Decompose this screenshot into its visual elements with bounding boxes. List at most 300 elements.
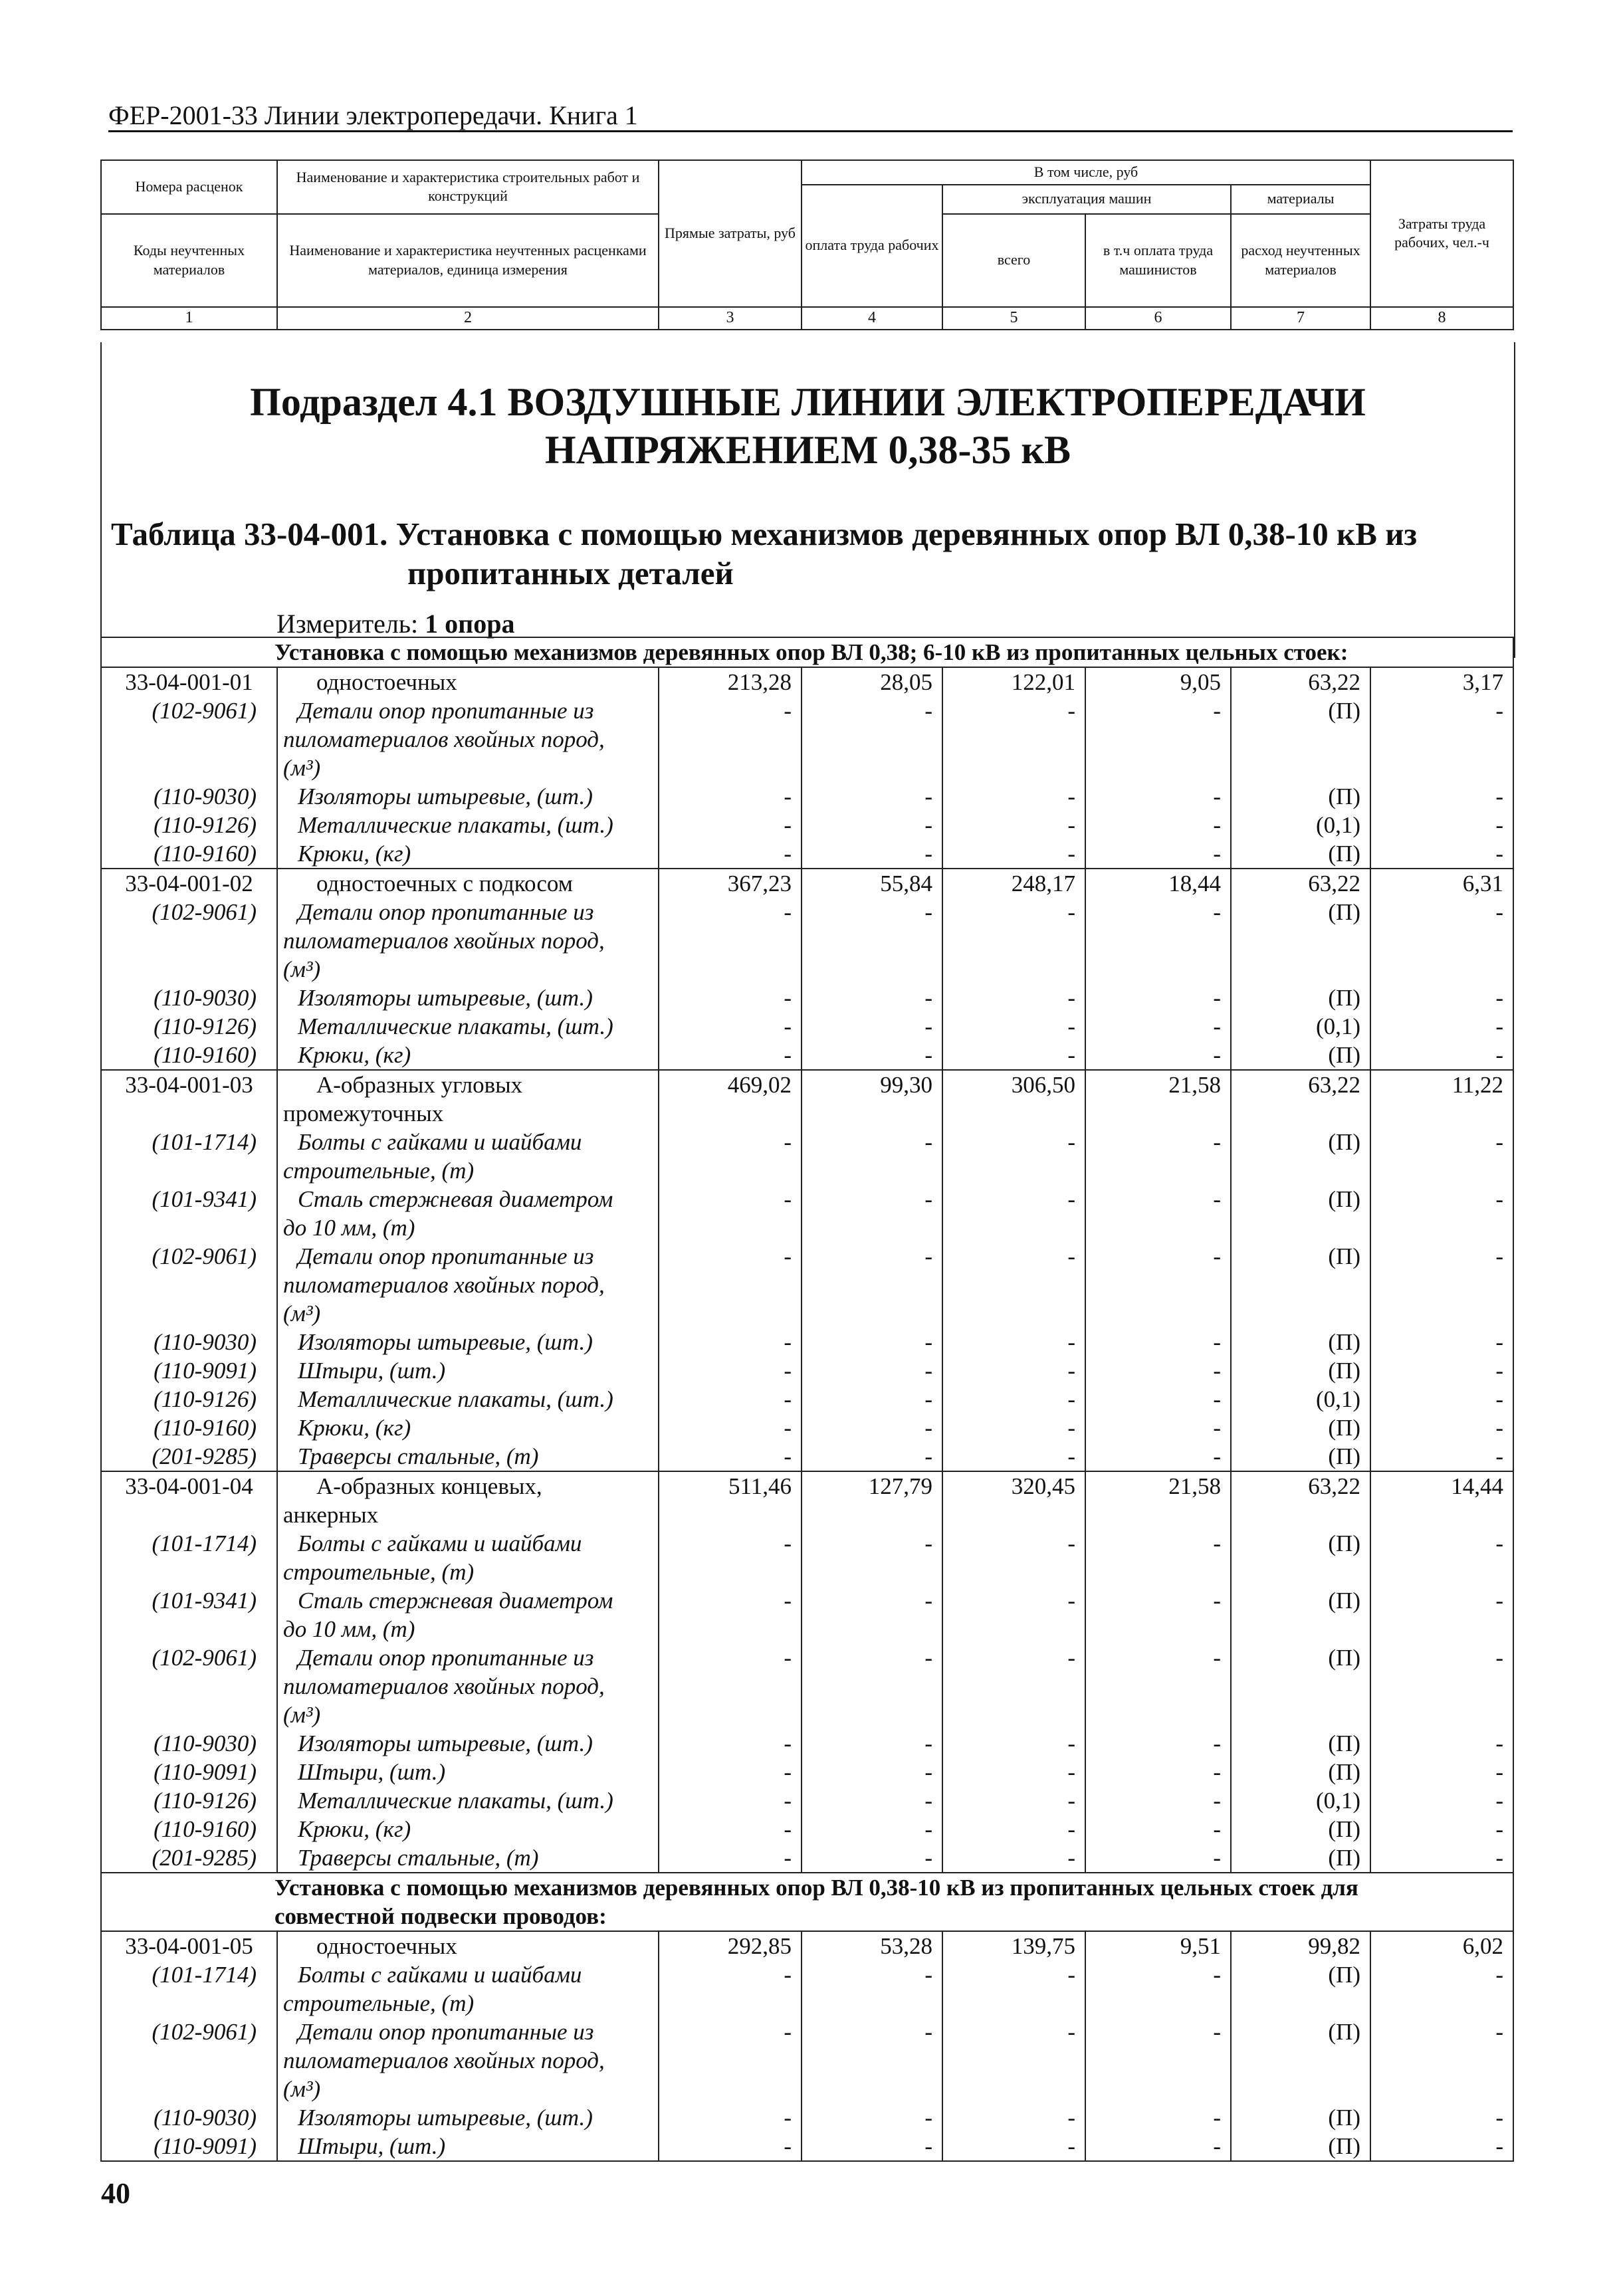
material-code: (102-9061) [101,898,277,926]
material-name: Детали опор пропитанные из [277,696,659,725]
header-direct-costs: Прямые затраты, руб [659,160,802,307]
table-row [101,955,1513,984]
table-row [101,1099,1513,1128]
empty-cell [1231,725,1370,754]
header-names-bottom: Наименование и характеристика неучтенных расценками материалов, единица измерения [277,214,659,307]
empty-cell [802,1615,942,1643]
empty-cell [1370,1099,1513,1128]
empty-cell [802,1299,942,1328]
material-consumption: (П) [1231,1442,1370,1471]
material-code: (110-9091) [101,1758,277,1786]
table-title-line: пропитанных деталей [407,554,734,591]
material-name: Изоляторы штыревые, (шт.) [277,2103,659,2132]
material-name: строительные, (т) [277,1156,659,1185]
empty-cell [101,1989,277,2018]
empty-cell [802,725,942,754]
direct-costs: - [659,782,802,811]
labor-pay: - [802,898,942,926]
table-row [101,1558,1513,1586]
machinists-pay: - [1085,1960,1231,1989]
table-row [101,1213,1513,1242]
measure-label: Измеритель: [276,609,419,639]
empty-cell [1231,1989,1370,2018]
rate-code: 33-04-001-03 [101,1070,277,1099]
empty-cell [1370,926,1513,955]
labor-pay: - [802,1960,942,1989]
table-row [101,1328,1513,1356]
rate-name: одностоечных с подкосом [277,869,659,898]
material-code: (110-9126) [101,1786,277,1815]
labor-hours: - [1370,1815,1513,1843]
subsection-title-line: Подраздел 4.1 ВОЗДУШНЫЕ ЛИНИИ ЭЛЕКТРОПЕРЕДАЧИ [250,380,1366,424]
labor-hours: - [1370,1385,1513,1413]
labor-hours: - [1370,1242,1513,1271]
machines-total: - [942,2103,1085,2132]
empty-cell [1231,754,1370,782]
table-row [101,696,1513,725]
empty-cell [1370,1299,1513,1328]
table-row [101,725,1513,754]
empty-cell [1085,1701,1231,1729]
material-code: (110-9030) [101,984,277,1012]
machines-total: - [942,782,1085,811]
empty-cell [1370,1271,1513,1299]
material-name: (м³) [277,955,659,984]
table-row [101,1931,1513,1960]
material-code: (110-9160) [101,1413,277,1442]
material-consumption: (П) [1231,1758,1370,1786]
material-name: Болты с гайками и шайбами [277,1128,659,1156]
col-number: 8 [1370,307,1513,330]
material-code: (201-9285) [101,1442,277,1471]
empty-cell [1370,2075,1513,2103]
materials-cost: 63,22 [1231,667,1370,696]
material-code: (102-9061) [101,1643,277,1672]
machines-total: - [942,1128,1085,1156]
labor-pay: - [802,2132,942,2161]
machinists-pay: 21,58 [1085,1471,1231,1501]
labor-pay: - [802,1356,942,1385]
material-code: (110-9030) [101,1729,277,1758]
labor-pay: - [802,1328,942,1356]
material-code: (110-9126) [101,1012,277,1041]
empty-cell [659,1213,802,1242]
empty-cell [1370,1989,1513,2018]
empty-cell [1085,955,1231,984]
machines-total: - [942,1385,1085,1413]
empty-cell [942,955,1085,984]
rate-name: одностоечных [277,1931,659,1960]
direct-costs: - [659,1843,802,1873]
table-row [101,1989,1513,2018]
material-consumption: (П) [1231,1815,1370,1843]
rate-code: 33-04-001-04 [101,1471,277,1501]
labor-hours: - [1370,1786,1513,1815]
rate-name: А-образных угловых [277,1070,659,1099]
empty-cell [659,725,802,754]
empty-cell [101,955,277,984]
material-code: (201-9285) [101,1843,277,1873]
material-name: Металлические плакаты, (шт.) [277,1012,659,1041]
empty-cell [101,1299,277,1328]
empty-cell [101,2075,277,2103]
empty-cell [942,1558,1085,1586]
material-name: пиломатериалов хвойных пород, [277,2046,659,2075]
col-number: 2 [277,307,659,330]
empty-cell [1231,1501,1370,1529]
machines-total: - [942,1758,1085,1786]
empty-cell [942,1156,1085,1185]
labor-pay: - [802,1815,942,1843]
material-consumption: (П) [1231,1413,1370,1442]
group-heading-row [101,637,1513,667]
direct-costs: - [659,1128,802,1156]
header-codes-bottom: Коды неучтенных материалов [101,214,277,307]
header-machines-total: всего [942,214,1085,307]
direct-costs: 292,85 [659,1931,802,1960]
machinists-pay: - [1085,2132,1231,2161]
labor-hours: 11,22 [1370,1070,1513,1099]
empty-cell [1231,1156,1370,1185]
table-row [101,1242,1513,1271]
material-consumption: (П) [1231,1729,1370,1758]
labor-hours: - [1370,1328,1513,1356]
material-name: Крюки, (кг) [277,1815,659,1843]
material-name: Детали опор пропитанные из [277,1643,659,1672]
table-row [101,754,1513,782]
material-code: (101-9341) [101,1185,277,1213]
machinists-pay: - [1085,1586,1231,1615]
material-consumption: (П) [1231,1960,1370,1989]
material-consumption: (П) [1231,1356,1370,1385]
material-name: Изоляторы штыревые, (шт.) [277,1328,659,1356]
machines-total: - [942,984,1085,1012]
machines-total: - [942,1960,1085,1989]
empty-cell [1370,1615,1513,1643]
col-number: 7 [1231,307,1370,330]
material-name: Штыри, (шт.) [277,1356,659,1385]
material-consumption: (П) [1231,1643,1370,1672]
machines-total: 320,45 [942,1471,1085,1501]
material-name: Сталь стержневая диаметром [277,1586,659,1615]
material-code: (110-9126) [101,811,277,839]
empty-cell [1231,2046,1370,2075]
header-names-top: Наименование и характеристика строительных работ и конструкций [277,160,659,214]
table-row [101,1843,1513,1873]
material-code: (110-9160) [101,1815,277,1843]
machines-total: 306,50 [942,1070,1085,1099]
empty-cell [1370,754,1513,782]
labor-pay: - [802,696,942,725]
machinists-pay: - [1085,1041,1231,1070]
empty-cell [942,1271,1085,1299]
labor-pay: 53,28 [802,1931,942,1960]
table-row [101,1643,1513,1672]
labor-hours: 6,02 [1370,1931,1513,1960]
material-code: (110-9030) [101,782,277,811]
empty-cell [1231,2075,1370,2103]
empty-cell [659,1271,802,1299]
material-name: Крюки, (кг) [277,1413,659,1442]
material-name: до 10 мм, (т) [277,1615,659,1643]
empty-cell [101,1271,277,1299]
machines-total: - [942,898,1085,926]
header-materials: материалы [1231,185,1370,214]
header-materials-unaccounted: расход неучтенных материалов [1231,214,1370,307]
table-row [101,811,1513,839]
machinists-pay: - [1085,2103,1231,2132]
col-number: 1 [101,307,277,330]
header-labor-cost: Затраты труда рабочих, чел.-ч [1370,160,1513,307]
table-intro [100,342,1515,658]
material-name: Крюки, (кг) [277,1041,659,1070]
empty-cell [1231,926,1370,955]
header-codes-top: Номера расценок [101,160,277,214]
empty-cell [659,1615,802,1643]
material-code: (110-9030) [101,1328,277,1356]
empty-cell [942,2075,1085,2103]
labor-hours: 3,17 [1370,667,1513,696]
empty-cell [942,1099,1085,1128]
machines-total: - [942,839,1085,869]
empty-cell [1085,1213,1231,1242]
direct-costs: - [659,2018,802,2046]
direct-costs: - [659,1786,802,1815]
table-row [101,869,1513,898]
rate-code: 33-04-001-01 [101,667,277,696]
material-consumption: (0,1) [1231,811,1370,839]
direct-costs: - [659,1041,802,1070]
material-consumption: (П) [1231,2103,1370,2132]
header-including: В том числе, руб [802,160,1370,185]
materials-cost: 63,22 [1231,869,1370,898]
empty-cell [942,1701,1085,1729]
material-code: (101-9341) [101,1586,277,1615]
measure-unit [276,608,514,639]
material-name: пиломатериалов хвойных пород, [277,926,659,955]
empty-cell [659,754,802,782]
direct-costs: 367,23 [659,869,802,898]
empty-cell [802,1156,942,1185]
empty-cell [1370,1213,1513,1242]
table-row [101,1012,1513,1041]
empty-cell [942,1615,1085,1643]
machines-total: - [942,1356,1085,1385]
table-row [101,926,1513,955]
machinists-pay: - [1085,782,1231,811]
empty-cell [942,1989,1085,2018]
material-name: Детали опор пропитанные из [277,1242,659,1271]
labor-pay: - [802,2018,942,2046]
machines-total: - [942,1041,1085,1070]
material-name: Болты с гайками и шайбами [277,1960,659,1989]
labor-hours: - [1370,1729,1513,1758]
labor-hours: - [1370,1843,1513,1873]
group-heading-line: совместной подвески проводов: [274,1903,607,1929]
material-consumption: (П) [1231,2132,1370,2161]
labor-hours: 6,31 [1370,869,1513,898]
material-consumption: (П) [1231,1529,1370,1558]
direct-costs: 469,02 [659,1070,802,1099]
machines-total: - [942,696,1085,725]
empty-cell [1085,1558,1231,1586]
machinists-pay: - [1085,984,1231,1012]
material-name: строительные, (т) [277,1558,659,1586]
machinists-pay: - [1085,1185,1231,1213]
material-name: Детали опор пропитанные из [277,2018,659,2046]
labor-pay: - [802,1385,942,1413]
machines-total: 248,17 [942,869,1085,898]
labor-pay: 99,30 [802,1070,942,1099]
machinists-pay: - [1085,1413,1231,1442]
direct-costs: - [659,2132,802,2161]
labor-hours: 14,44 [1370,1471,1513,1501]
labor-hours: - [1370,1012,1513,1041]
header-machines: эксплуатация машин [942,185,1231,214]
empty-cell [942,1672,1085,1701]
machines-total: - [942,1185,1085,1213]
material-code: (110-9126) [101,1385,277,1413]
empty-cell [1370,955,1513,984]
empty-cell [659,926,802,955]
header-labor-pay: оплата труда рабочих [802,185,942,307]
table-row [101,1471,1513,1501]
machinists-pay: - [1085,839,1231,869]
machinists-pay: - [1085,898,1231,926]
empty-cell [659,2075,802,2103]
empty-cell [1231,1271,1370,1299]
labor-pay: - [802,984,942,1012]
machines-total: - [942,2132,1085,2161]
material-name: Изоляторы штыревые, (шт.) [277,984,659,1012]
labor-hours: - [1370,839,1513,869]
labor-pay: - [802,1185,942,1213]
labor-hours: - [1370,811,1513,839]
table-row [101,1501,1513,1529]
empty-cell [1370,1558,1513,1586]
empty-cell [802,1213,942,1242]
labor-hours: - [1370,696,1513,725]
machines-total: - [942,1586,1085,1615]
direct-costs: - [659,1960,802,1989]
labor-pay: - [802,1586,942,1615]
material-consumption: (П) [1231,1185,1370,1213]
rate-name: А-образных концевых, [277,1471,659,1501]
empty-cell [802,2075,942,2103]
labor-hours: - [1370,1356,1513,1385]
empty-cell [101,1099,277,1128]
empty-cell [1231,1615,1370,1643]
machinists-pay: - [1085,1786,1231,1815]
material-consumption: (0,1) [1231,1385,1370,1413]
direct-costs: - [659,2103,802,2132]
empty-cell [659,1672,802,1701]
table-title [111,515,1507,593]
rate-name: одностоечных [277,667,659,696]
empty-cell [1085,1501,1231,1529]
header-rule [108,130,1513,132]
machines-total: - [942,1815,1085,1843]
machinists-pay: - [1085,1128,1231,1156]
labor-hours: - [1370,1643,1513,1672]
material-code: (101-1714) [101,1128,277,1156]
col-number: 4 [802,307,942,330]
direct-costs: - [659,1328,802,1356]
machines-total: - [942,1729,1085,1758]
direct-costs: - [659,1185,802,1213]
labor-pay: - [802,1442,942,1471]
materials-cost: 63,22 [1231,1471,1370,1501]
direct-costs: - [659,1815,802,1843]
material-consumption: (П) [1231,1586,1370,1615]
empty-cell [659,1701,802,1729]
material-name: Болты с гайками и шайбами [277,1529,659,1558]
empty-cell [101,1672,277,1701]
empty-cell [1231,1213,1370,1242]
empty-cell [1085,1989,1231,2018]
material-name: Металлические плакаты, (шт.) [277,811,659,839]
table-row [101,1385,1513,1413]
empty-cell [659,1299,802,1328]
table-row [101,2046,1513,2075]
labor-hours: - [1370,1758,1513,1786]
direct-costs: - [659,1385,802,1413]
machinists-pay: - [1085,1529,1231,1558]
empty-cell [101,1615,277,1643]
material-code: (110-9160) [101,1041,277,1070]
machines-total: - [942,1413,1085,1442]
empty-cell [659,1156,802,1185]
direct-costs: - [659,1729,802,1758]
material-name: Металлические плакаты, (шт.) [277,1385,659,1413]
material-code: (101-1714) [101,1529,277,1558]
material-name: пиломатериалов хвойных пород, [277,1271,659,1299]
material-name: (м³) [277,1299,659,1328]
machinists-pay: - [1085,1758,1231,1786]
empty-cell [802,1501,942,1529]
empty-cell [802,1672,942,1701]
direct-costs: - [659,1529,802,1558]
machines-total: - [942,811,1085,839]
table-row [101,1185,1513,1213]
empty-cell [1085,2046,1231,2075]
machinists-pay: - [1085,1843,1231,1873]
table-row [101,782,1513,811]
table-row [101,1070,1513,1099]
machinists-pay: 21,58 [1085,1070,1231,1099]
labor-hours: - [1370,1442,1513,1471]
machinists-pay: - [1085,1729,1231,1758]
direct-costs: - [659,839,802,869]
group-heading-line: Установка с помощью механизмов деревянных опор ВЛ 0,38-10 кВ из пропитанных цельных стоек для [274,1875,1358,1901]
measure-value: 1 опора [425,609,515,639]
empty-cell [942,1501,1085,1529]
running-header: ФЕР-2001-33 Линии электропередачи. Книга 1 [108,100,638,130]
labor-pay: - [802,1413,942,1442]
direct-costs: - [659,1586,802,1615]
empty-cell [942,926,1085,955]
table-row [101,839,1513,869]
machinists-pay: - [1085,1328,1231,1356]
machinists-pay: 9,05 [1085,667,1231,696]
direct-costs: - [659,1442,802,1471]
empty-cell [101,754,277,782]
material-name: Детали опор пропитанные из [277,898,659,926]
materials-cost: 63,22 [1231,1070,1370,1099]
material-consumption: (П) [1231,696,1370,725]
empty-cell [101,1501,277,1529]
labor-pay: - [802,2103,942,2132]
